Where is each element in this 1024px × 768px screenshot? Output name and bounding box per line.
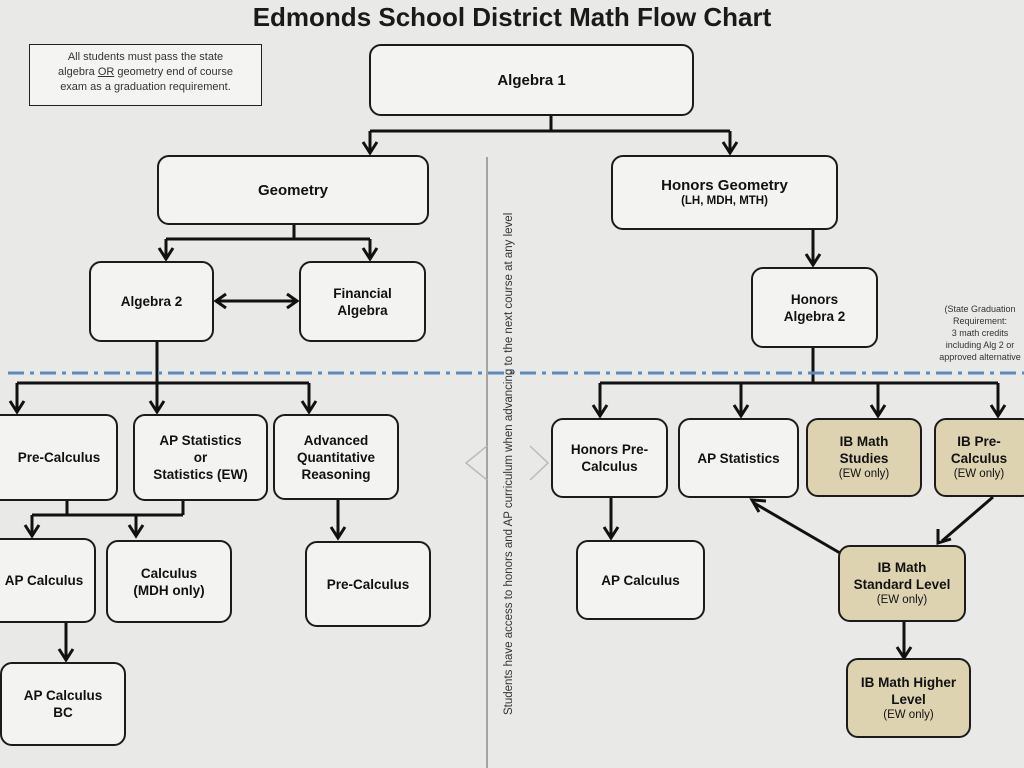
node-pre-calculus: Pre-Calculus <box>0 414 118 501</box>
note-line-1: All students must pass the state <box>67 51 224 63</box>
node-ap-calculus-bc: AP Calculus BC <box>0 662 126 746</box>
node-algebra-1: Algebra 1 <box>369 44 694 116</box>
note-line-3: exam as a graduation requirement. <box>60 81 231 93</box>
node-financial-algebra: Financial Algebra <box>299 261 426 342</box>
chart-title: Edmonds School District Math Flow Chart <box>252 2 772 32</box>
node-ib-pre-calculus: IB Pre- Calculus (EW only) <box>934 418 1024 497</box>
node-algebra-2: Algebra 2 <box>89 261 214 342</box>
node-calculus-mdh: Calculus (MDH only) <box>106 540 232 623</box>
node-ap-calculus-left: AP Calculus <box>0 538 96 623</box>
node-geometry: Geometry <box>157 155 429 225</box>
node-honors-geometry: Honors Geometry (LH, MDH, MTH) <box>611 155 838 230</box>
node-ib-math-studies: IB Math Studies (EW only) <box>806 418 922 497</box>
honors-access-note: Students have access to honors and AP curriculum when advancing to the next course at any level <box>503 212 515 715</box>
node-honors-algebra-2: Honors Algebra 2 <box>751 267 878 348</box>
note-line-2: algebra OR geometry end of course <box>58 66 233 78</box>
node-pre-calculus-aqr: Pre-Calculus <box>305 541 431 627</box>
state-graduation-note: (State Graduation Requirement: 3 math credits including Alg 2 or approved alternative <box>939 304 1021 362</box>
node-advanced-quantitative-reasoning: Advanced Quantitative Reasoning <box>273 414 399 500</box>
node-honors-pre-calculus: Honors Pre- Calculus <box>551 418 668 498</box>
node-ap-statistics: AP Statistics <box>678 418 799 498</box>
node-ib-math-higher-level: IB Math Higher Level (EW only) <box>846 658 971 738</box>
node-ap-statistics-or-statistics: AP Statistics or Statistics (EW) <box>133 414 268 501</box>
node-ap-calculus-right: AP Calculus <box>576 540 705 620</box>
node-ib-math-standard-level: IB Math Standard Level (EW only) <box>838 545 966 622</box>
